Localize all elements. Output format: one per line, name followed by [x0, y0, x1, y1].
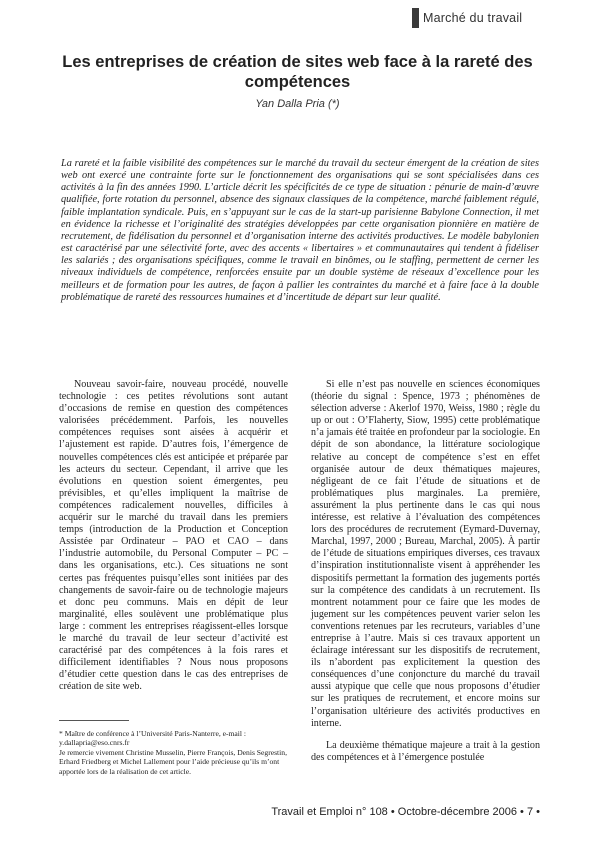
body-column-right: [311, 379, 540, 764]
page-footer: Travail et Emploi n° 108 • Octobre-décembre 2006 • 7 •: [271, 806, 540, 818]
body-paragraph: La deuxième thématique majeure a trait à la gestion des compétences et à l’émergence postulée: [311, 739, 540, 763]
body-column-left: [59, 379, 288, 693]
section-marker: [412, 8, 419, 28]
footnote-divider: [59, 720, 129, 721]
section-label: Marché du travail: [423, 11, 523, 25]
section-header: [412, 7, 595, 29]
article-title: Les entreprises de création de sites web face à la rareté des compétences: [62, 53, 533, 91]
footnotes: [59, 729, 288, 776]
body-paragraph: Nouveau savoir-faire, nouveau procédé, nouvelle technologie : ces petites révolutions sont autant d’occasions de remise en question des compétences valorisées précédemment. Parfois, les nouvelles compétences requises sont aisées à acquérir et l’ajustement est rapide. D’autres fois, l’émergence de nouvelles compétences clés est anticipée et préparée par les acteurs du secteur. Cependant, il arrive que les évolutions en question soient émergentes, peu prévisibles, et qu’elles impliquent la maîtrise de compétences radicalement nouvelles, difficiles à acquérir sur le marché du travail dans les premiers temps (introduction de la Production et Conception Assistée par Ordinateur – PAO et CAO – dans l’industrie automobile, du Personal Computer – PC – dans les organisations, etc.). Ces situations ne sont certes pas fréquentes puisqu’elles sont initiées par des changements de savoir-faire ou de technologie majeurs et donc peu communs. Mais en dépit de leur marginalité, elles soulèvent une problématique plus large : comment les entreprises réagissent-elles lorsque le marché du travail de leur secteur d’activité est caractérisé par des compétences à la fois rares et difficilement identifiables ? Nous nous proposons d’étudier cette question dans le cas des entreprises de création de site web.: [59, 379, 288, 693]
footnote-acknowledgements: Je remercie vivement Christine Musselin, Pierre François, Denis Segrestin, Erhard Friedberg et Michel Lallement pour l’aide précieuse qu’ils m’ont apportée lors de la réalisation de cet article.: [59, 747, 287, 776]
body-paragraph: Si elle n’est pas nouvelle en sciences économiques (théorie du signal : Spence, 1973 ; phénomènes de sélection adverse : Akerlof 1970, Weiss, 1980 ; règle du up or out : O’Flaherty, Siow, 1995) cette problématique n’a jamais été traitée en profondeur par la sociologie. En dépit de son abondance, la littérature sociologique relative au concept de compétence s’est en effet organisée autour de deux thématiques majeures, négligeant de ce fait l’étude de situations et de problématiques plus marginales. La première, assurément la plus pertinente dans le cas qui nous intéresse, est relative à l’évaluation des compétences lors des procédures de recrutement (Eymard-Duvernay, Marchal, 1997, 2000 ; Bureau, Marchal, 2005). À partir de l’étude de situations empiriques diverses, ces travaux d’inspiration institutionnaliste visent à appréhender les dispositifs permettant la formation des jugements portés sur la compétence des candidats à un recrutement. Ils montrent notamment pour ce faire que les modes de jugement sur les compétences peuvent varier selon les conventions retenues par les recruteurs, variables d’une entreprise à l’autre. Mais si ces travaux apportent un éclairage intéressant sur les dispositifs de recrutement, ils n’abordent pas explicitement la question des conséquences d’une conjoncture du marché du travail aussi atypique que celle que nous proposons d’étudier sur les pratiques de recrutement, et encore moins sur l’organisation ultérieure des activités productives en interne.: [311, 379, 540, 729]
article-author: Yan Dalla Pria (*): [255, 98, 340, 110]
footnote-author-affiliation: * Maître de conférence à l’Université Paris-Nanterre, e-mail : y.dallapria@eso.cnrs.fr: [59, 729, 247, 748]
article-abstract: La rareté et la faible visibilité des compétences sur le marché du travail du secteur émergent de la création de sites web ont exercé une contrainte forte sur le fonctionnement des organisations qui se sont spécialisées dans ces activités à la fin des années 1990. L’article décrit les spécificités de ce type de situation : pénurie de main-d’œuvre qualifiée, forte rotation du personnel, absence des signaux classiques de la compétence, marché faiblement régulé, faible implantation syndicale. Puis, en s’appuyant sur le cas de la start-up parisienne Babylone Connection, il met en évidence la richesse et l’originalité des stratégies développées par cette organisation pionnière en matière de recrutement, de fidélisation du personnel et d’organisation interne des activités productives. Le modèle babylonien est caractérisé par une sélectivité forte, avec des accents « libertaires » et communautaires qui tendent à fidéliser les salariés ; des organisations spécifiques, comme le travail en binômes, ou le staffing, permettent de cerner les niveaux individuels de compétence, renforcées ensuite par un double système de réseaux d’excellence pour les meilleurs et de formation pour les autres, de façon à pallier les contraintes du marché et à faire face à la double problématique de rareté des ressources humaines et d’incertitude de départ sur leur qualité.: [61, 158, 539, 303]
